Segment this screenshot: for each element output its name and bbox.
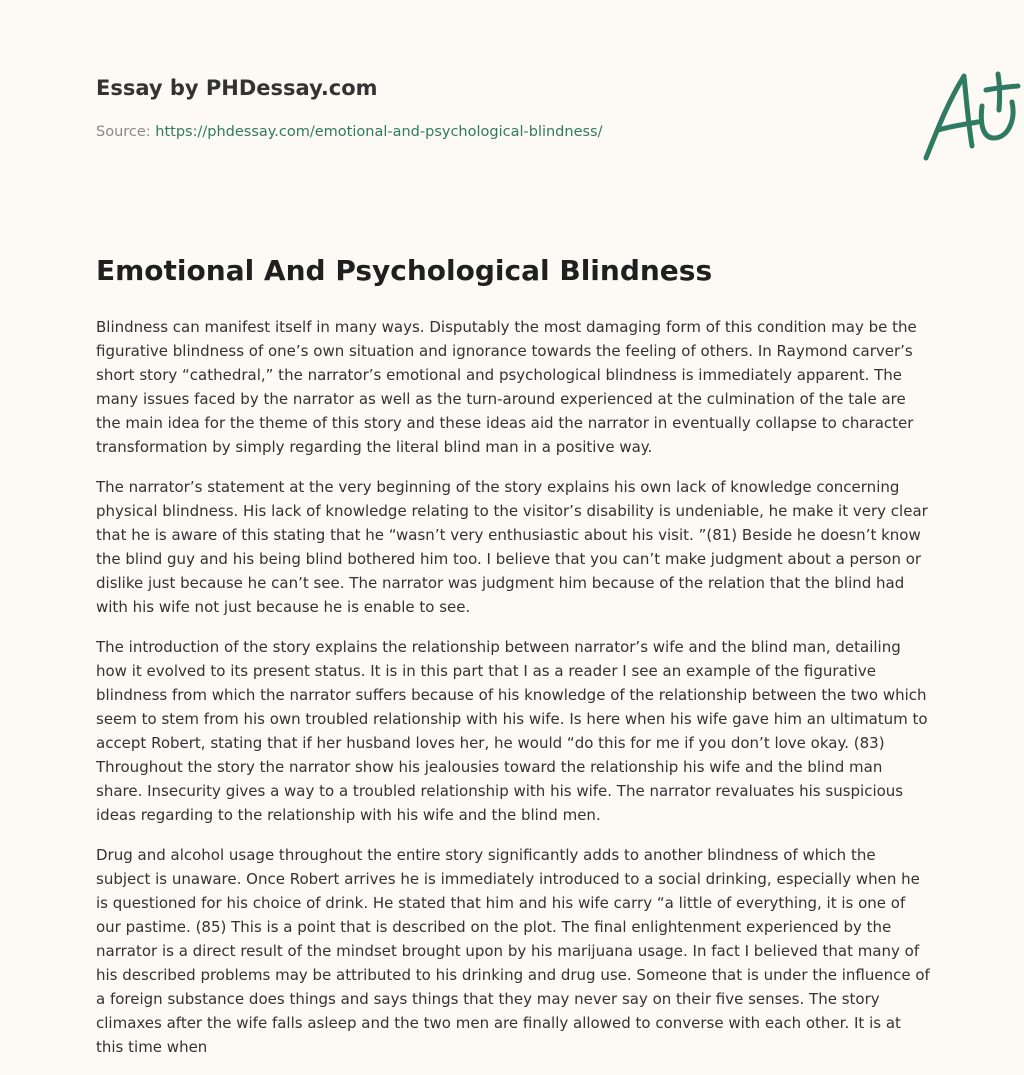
a-plus-logo-icon <box>920 66 1024 164</box>
essay-title: Emotional And Psychological Blindness <box>96 254 713 287</box>
a-plus-logo-svg <box>920 66 1024 164</box>
site-title: Essay by PHDessay.com <box>96 76 378 100</box>
essay-body <box>96 315 932 1075</box>
essay-paragraph-2: The narrator’s statement at the very beginning of the story explains his own lack of knowledge concerning physical blindness. His lack of knowledge relating to the visitor’s disability is undeniable, he make it very clear that he is aware of this stating that he “wasn’t very enthusiastic about his visit. ”(81) Beside he doesn’t know the blind guy and his being blind bothered him too. I believe that you can’t make judgment about a person or dislike just because he can’t see. The narrator was judgment him because of the relation that the blind had with his wife not just because he is enable to see. <box>96 478 928 616</box>
source-link[interactable]: https://phdessay.com/emotional-and-psychological-blindness/ <box>155 124 603 140</box>
essay-paragraph-1: Blindness can manifest itself in many ways. Disputably the most damaging form of this condition may be the figurative blindness of one’s own situation and ignorance towards the feeling of others. In Raymond carver’s short story “cathedral,” the narrator’s emotional and psychological blindness is immediately apparent. The many issues faced by the narrator as well as the turn-around experienced at the culmination of the tale are the main idea for the theme of this story and these ideas aid the narrator in eventually collapse to character transformation by simply regarding the literal blind man in a positive way. <box>96 318 917 456</box>
source-line <box>96 124 603 140</box>
source-label: Source: <box>96 124 151 140</box>
essay-paragraph-3: The introduction of the story explains the relationship between narrator’s wife and the blind man, detailing how it evolved to its present status. It is in this part that I as a reader I see an example of the figurative blindness from which the narrator suffers because of his knowledge of the relationship between the two which seem to stem from his own troubled relationship with his wife. Is here when his wife gave him an ultimatum to accept Robert, stating that if her husband loves her, he would “do this for me if you don’t love okay. (83) Throughout the story the narrator show his jealousies toward the relationship his wife and the blind man share. Insecurity gives a way to a troubled relationship with his wife. The narrator revaluates his suspicious ideas regarding to the relationship with his wife and the blind men. <box>96 638 928 824</box>
essay-paragraph-4: Drug and alcohol usage throughout the entire story significantly adds to another blindness of which the subject is unaware. Once Robert arrives he is immediately introduced to a social drinking, especially when he is questioned for his choice of drink. He stated that him and his wife carry “a little of everything, it is one of our pastime. (85) This is a point that is described on the plot. The final enlightenment experienced by the narrator is a direct result of the mindset brought upon by his marijuana usage. In fact I believed that many of his described problems may be attributed to his drinking and drug use. Someone that is under the influence of a foreign substance does things and says things that they may never say on their five senses. The story climaxes after the wife falls asleep and the two men are finally allowed to converse with each other. It is at this time when <box>96 846 930 1056</box>
